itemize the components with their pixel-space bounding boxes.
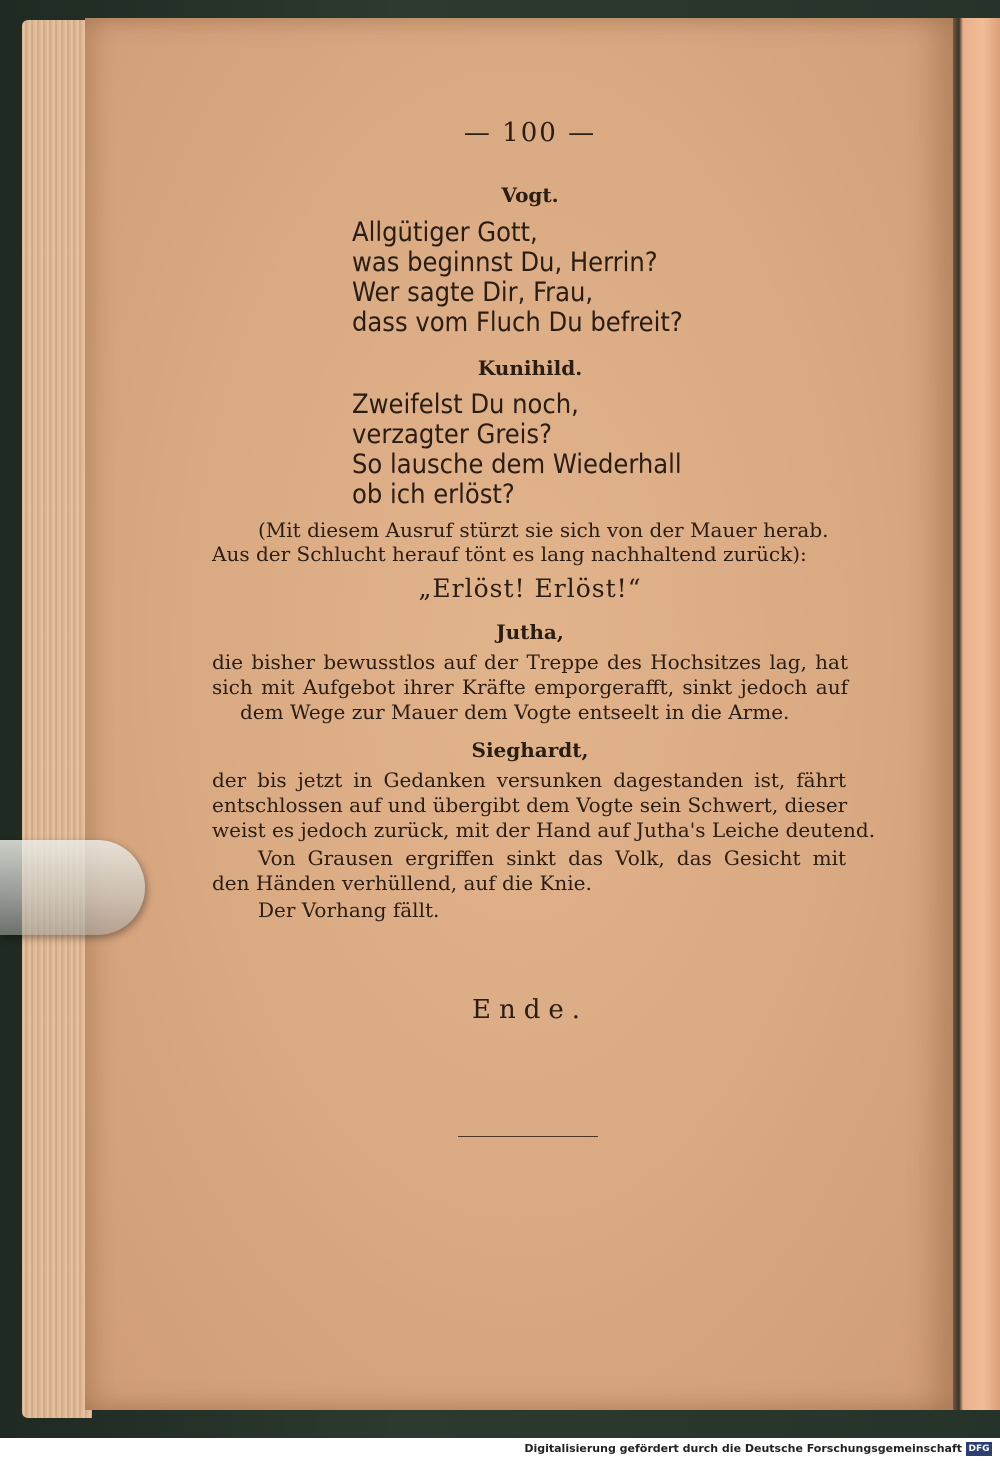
verse-line: dass vom Fluch Du befreit?: [352, 307, 683, 338]
verse-line: Zweifelst Du noch,: [352, 389, 579, 420]
stage-direction-line: die bisher bewusstlos auf der Treppe des Hochsitzes lag, hat: [212, 650, 848, 674]
verse-line: Allgütiger Gott,: [352, 217, 538, 248]
ende-text: Ende.: [471, 995, 589, 1025]
exclamation: „Erlöst! Erlöst!“: [418, 574, 642, 603]
page-number: — 100 —: [463, 118, 597, 148]
stage-direction-line: Von Grausen ergriffen sinkt das Volk, das Gesicht mit: [258, 846, 846, 870]
stage-direction-line: entschlossen auf und übergibt dem Vogte sein Schwert, dieser: [212, 793, 848, 817]
stage-direction-line: der bis jetzt in Gedanken versunken dagestanden ist, fährt: [212, 768, 846, 792]
stage-direction-line: weist es jedoch zurück, mit der Hand auf Jutha's Leiche deutend.: [212, 818, 876, 842]
verse-line: Wer sagte Dir, Frau,: [352, 277, 594, 308]
speaker-jutha: Jutha,: [496, 620, 564, 644]
page-clip: [0, 840, 145, 935]
speaker-sieghardt: Sieghardt,: [471, 738, 589, 762]
stage-direction-line: (Mit diesem Ausruf stürzt sie sich von der Mauer herab.: [258, 518, 829, 542]
stage-direction-line: Der Vorhang fällt.: [258, 898, 440, 922]
verse-line: So lausche dem Wiederhall: [352, 449, 682, 480]
stage-direction-line: den Händen verhüllend, auf die Knie.: [212, 871, 592, 895]
verse-line: was beginnst Du, Herrin?: [352, 247, 658, 278]
stage-direction-line: sich mit Aufgebot ihrer Kräfte emporgerafft, sinkt jedoch auf: [212, 675, 848, 699]
book-page-edges-left: [22, 20, 92, 1418]
stage-direction-line: Aus der Schlucht herauf tönt es lang nachhaltend zurück):: [212, 542, 807, 566]
book-cover-edge-right: [953, 18, 1000, 1410]
footer-bar: [0, 1438, 1000, 1461]
dfg-logo: DFG: [966, 1442, 992, 1456]
stage-direction-line: dem Wege zur Mauer dem Vogte entseelt in die Arme.: [240, 700, 790, 724]
closing-rule: [458, 1136, 598, 1137]
verse-line: verzagter Greis?: [352, 419, 552, 450]
verse-line: ob ich erlöst?: [352, 479, 515, 510]
footer-credit: Digitalisierung gefördert durch die Deutsche Forschungsgemeinschaft: [524, 1442, 962, 1455]
speaker-kunihild: Kunihild.: [477, 356, 583, 380]
speaker-vogt: Vogt.: [501, 183, 559, 207]
